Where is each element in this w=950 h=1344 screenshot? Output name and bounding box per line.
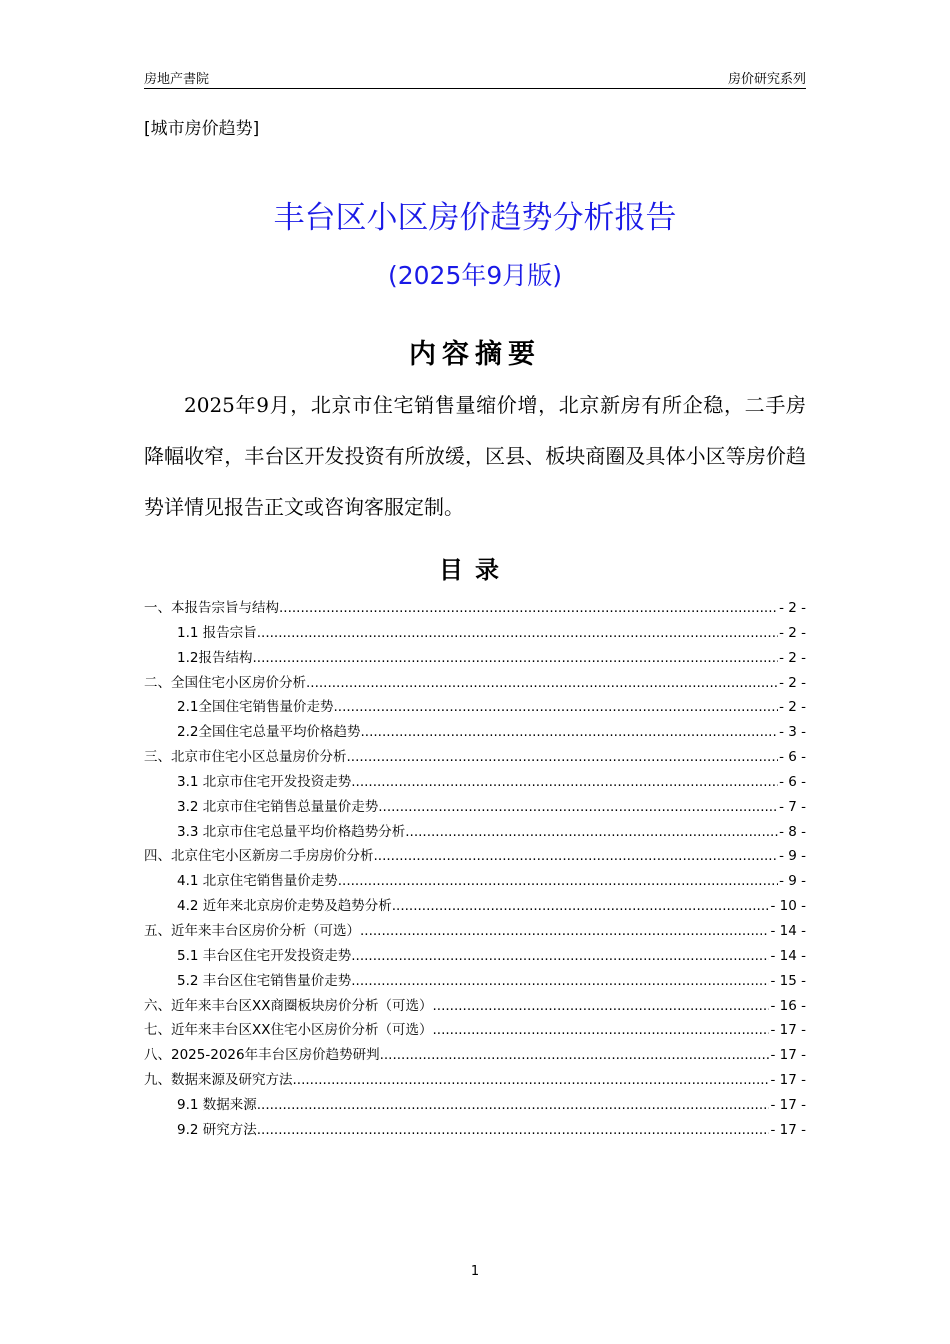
abstract-text: 2025年9月，北京市住宅销售量缩价增，北京新房有所企稳，二手房降幅收窄，丰台区开发投资有所放缓，区县、板块商圈及具体小区等房价趋势详情见报告正文或咨询客服定制。: [144, 393, 806, 519]
toc-entry-title: 3.3 北京市住宅总量平均价格趋势分析: [177, 823, 406, 840]
toc-entry-title: 二、全国住宅小区房价分析: [144, 674, 306, 691]
page-header: [144, 68, 806, 89]
toc-entry[interactable]: [144, 770, 806, 795]
toc-entry-page: - 17 -: [770, 1121, 806, 1138]
toc-entry-title: 八、2025-2026年丰台区房价趋势研判: [144, 1047, 380, 1064]
toc-leader-dots: [360, 720, 778, 745]
toc-entry[interactable]: [144, 1043, 806, 1068]
header-publisher: 房地产書院: [144, 72, 210, 87]
toc-leader-dots: [257, 621, 778, 646]
toc-entry[interactable]: [144, 844, 806, 869]
toc-entry[interactable]: [144, 919, 806, 944]
toc-entry-title: 七、近年来丰台区XX住宅小区房价分析（可选）: [144, 1022, 433, 1039]
toc-entry-page: - 16 -: [770, 997, 806, 1014]
toc-leader-dots: [257, 1118, 770, 1143]
toc-entry-page: - 6 -: [779, 773, 806, 790]
toc-entry-title: 1.1 报告宗旨: [177, 624, 257, 641]
toc-entry[interactable]: [144, 994, 806, 1019]
toc-leader-dots: [257, 1093, 770, 1118]
toc-entry-title: 2.2全国住宅总量平均价格趋势: [177, 724, 361, 741]
toc-leader-dots: [380, 1043, 770, 1068]
toc-entry-page: - 17 -: [770, 1096, 806, 1113]
toc-entry-page: - 10 -: [770, 898, 806, 915]
toc-entry[interactable]: [144, 1118, 806, 1143]
toc-leader-dots: [306, 671, 778, 696]
toc-entry-page: - 2 -: [779, 624, 806, 641]
toc-entry[interactable]: [144, 621, 806, 646]
toc-entry-page: - 14 -: [770, 922, 806, 939]
toc-leader-dots: [333, 695, 778, 720]
page-number: 1: [470, 1264, 480, 1279]
toc-entry-page: - 8 -: [779, 823, 806, 840]
toc-leader-dots: [293, 1068, 770, 1093]
toc-entry-title: 五、近年来丰台区房价分析（可选）: [144, 922, 360, 939]
toc-entry[interactable]: [144, 795, 806, 820]
toc-heading: 目录: [439, 556, 511, 584]
header-series: 房价研究系列: [727, 72, 806, 87]
toc-entry[interactable]: [144, 646, 806, 671]
document-title: 丰台区小区房价趋势分析报告: [273, 200, 677, 236]
toc-entry-page: - 3 -: [779, 724, 806, 741]
toc-entry-page: - 15 -: [770, 972, 806, 989]
toc-entry-page: - 2 -: [779, 674, 806, 691]
toc-entry-title: 3.2 北京市住宅销售总量量价走势: [177, 798, 379, 815]
toc-leader-dots: [392, 894, 770, 919]
toc-entry[interactable]: [144, 720, 806, 745]
toc-entry-title: 一、本报告宗旨与结构: [144, 600, 279, 616]
toc-entry[interactable]: [144, 820, 806, 845]
toc-leader-dots: [351, 969, 769, 994]
toc-entry[interactable]: [144, 671, 806, 696]
toc-entry-page: - 9 -: [779, 873, 806, 890]
toc-leader-dots: [279, 596, 778, 621]
document-edition: (2025年9月版): [387, 261, 563, 290]
toc-entry-title: 六、近年来丰台区XX商圈板块房价分析（可选）: [144, 997, 433, 1014]
toc-entry[interactable]: [144, 1018, 806, 1043]
toc-entry-page: - 17 -: [770, 1072, 806, 1089]
toc-entry-title: 4.2 近年来北京房价走势及趋势分析: [177, 898, 392, 915]
toc-leader-dots: [374, 844, 779, 869]
toc-leader-dots: [351, 944, 769, 969]
toc-leader-dots: [338, 869, 778, 894]
toc-entry-title: 九、数据来源及研究方法: [144, 1072, 293, 1089]
toc-entry[interactable]: [144, 894, 806, 919]
toc-entry-page: - 7 -: [779, 798, 806, 815]
toc-entry-title: 9.2 研究方法: [177, 1121, 257, 1138]
toc-entry[interactable]: [144, 1068, 806, 1093]
toc-entry-title: 9.1 数据来源: [177, 1096, 257, 1113]
abstract-heading: 内容摘要: [409, 339, 541, 370]
toc-entry-title: 1.2报告结构: [177, 649, 253, 666]
toc-leader-dots: [351, 770, 778, 795]
toc-entry-title: 四、北京住宅小区新房二手房房价分析: [144, 848, 374, 865]
toc-entry-title: 5.2 丰台区住宅销售量价走势: [177, 972, 352, 989]
toc-entry-page: - 6 -: [779, 749, 806, 766]
toc-entry-page: - 2 -: [779, 600, 806, 616]
toc-entry-title: 3.1 北京市住宅开发投资走势: [177, 773, 352, 790]
toc-entry[interactable]: [144, 969, 806, 994]
toc-leader-dots: [360, 919, 769, 944]
toc-entry[interactable]: [144, 944, 806, 969]
toc-leader-dots: [405, 820, 778, 845]
toc-entry-page: - 14 -: [770, 947, 806, 964]
toc-entry[interactable]: [144, 695, 806, 720]
toc-entry[interactable]: [144, 596, 806, 621]
toc-leader-dots: [252, 646, 778, 671]
toc-entry-page: - 17 -: [770, 1022, 806, 1039]
toc-entry-page: - 9 -: [779, 848, 806, 865]
toc-entry-page: - 2 -: [779, 699, 806, 716]
toc-leader-dots: [378, 795, 778, 820]
toc-leader-dots: [433, 1018, 770, 1043]
toc-leader-dots: [347, 745, 779, 770]
toc-entry-title: 2.1全国住宅销售量价走势: [177, 699, 334, 716]
toc-entry[interactable]: [144, 745, 806, 770]
toc-entry[interactable]: [144, 1093, 806, 1118]
toc-entry-title: 三、北京市住宅小区总量房价分析: [144, 749, 347, 766]
toc-entry[interactable]: [144, 869, 806, 894]
toc-entry-title: 5.1 丰台区住宅开发投资走势: [177, 947, 352, 964]
toc-entry-title: 4.1 北京住宅销售量价走势: [177, 873, 338, 890]
category-tag: [城市房价趋势]: [144, 119, 260, 139]
table-of-contents: [144, 596, 806, 1143]
toc-entry-page: - 2 -: [779, 649, 806, 666]
toc-entry-page: - 17 -: [770, 1047, 806, 1064]
toc-leader-dots: [433, 994, 770, 1019]
